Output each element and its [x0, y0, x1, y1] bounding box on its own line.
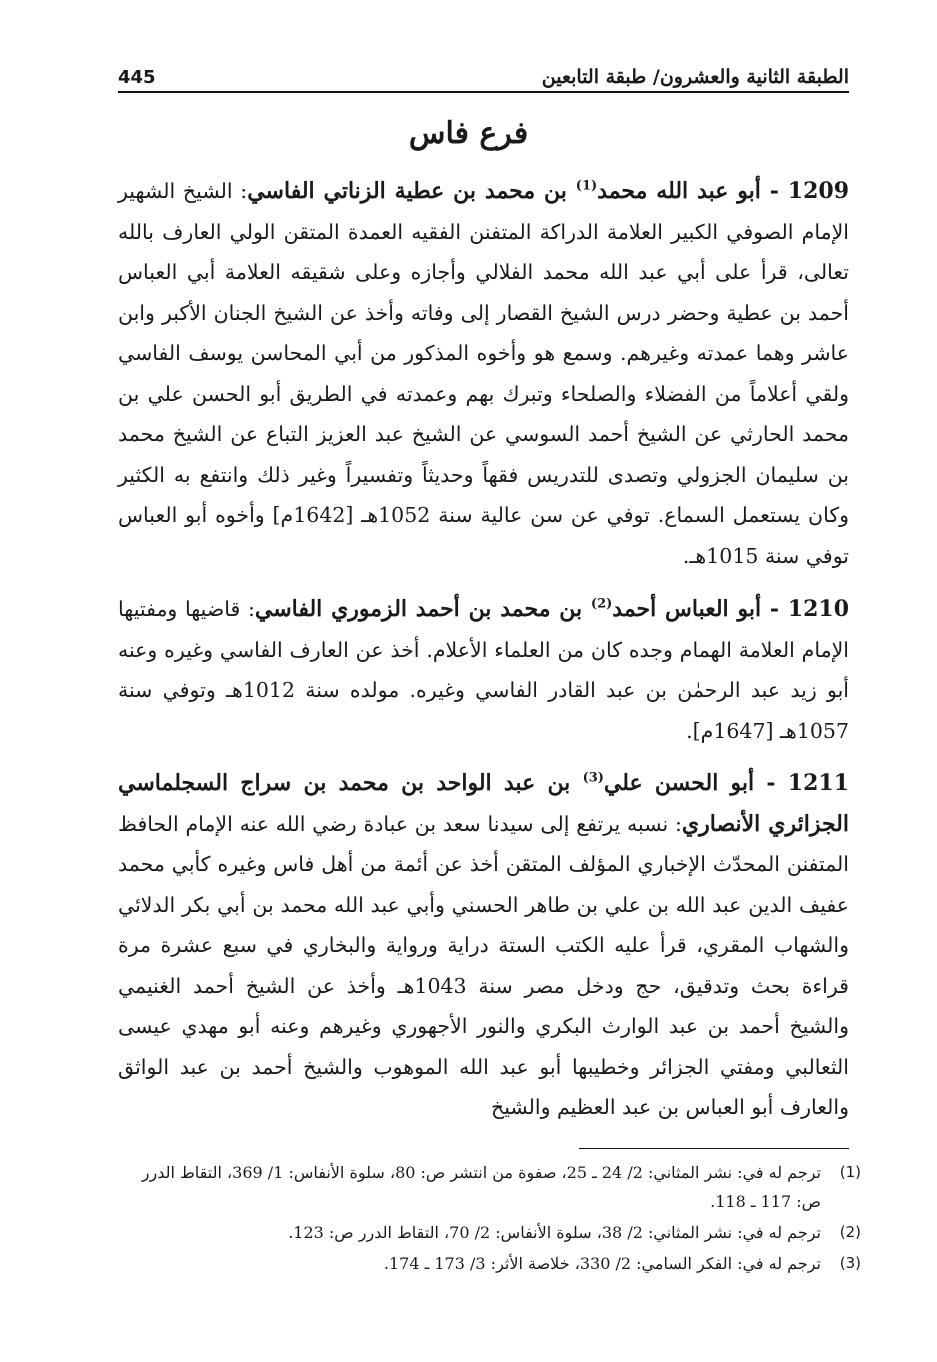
- section-title: فرع فاس: [408, 116, 529, 151]
- footnote-text: ترجم له في: نشر المثاني: 2/ 38، سلوة الأنفاس: 2/ 70، التقاط الدرر ص: 123.: [288, 1223, 821, 1242]
- biography-entry-1211: [118, 763, 849, 1128]
- running-header: [118, 58, 849, 88]
- entry-name: أبو الحسن علي: [603, 770, 755, 796]
- entry-text: : نسبه يرتفع إلى سيدنا سعد بن عبادة رضي الله عنه الإمام الحافظ المتفنن المحدّث الإخباري المؤلف المتقن أخذ عن أئمة من أهل فاس وغيره كأبي محمد عفيف الدين عبد الله بن علي بن طاهر الحسني وأبي عبد الله محمد بن أبي بكر الدلائي والشهاب المقري، قرأ عليه الكتب الستة دراية ورواية والبخاري في سبع عشرة مرة قراءة بحث وتدقيق، حج ودخل مصر سنة 1043هـ وأخذ عن الشيخ أحمد الغنيمي والشيخ أحمد بن عبد الوارث البكري والنور الأجهوري وغيرهم وعنه أبو مهدي عيسى الثعالبي ومفتي الجزائر وخطيبها أبو عبد الله الموهوب والشيخ أحمد بن عبد الواثق والعارف أبو العباس بن عبد العظيم والشيخ: [118, 811, 849, 1119]
- footnote-number: (3): [839, 1254, 861, 1272]
- entry-number: 1210 -: [761, 596, 850, 622]
- footnote-item: [118, 1249, 861, 1278]
- biography-entry-1210: [118, 589, 849, 751]
- entry-name: أبو عبد الله محمد: [597, 178, 761, 204]
- running-title: الطبقة الثانية والعشرون/ طبقة التابعين: [541, 66, 849, 88]
- entry-name-rest: بن محمد بن أحمد الزموري الفاسي: [254, 596, 591, 622]
- footnote-reference: (2): [590, 596, 613, 612]
- footnotes: [118, 1158, 861, 1280]
- footnote-reference: (1): [575, 178, 598, 194]
- footnote-number: (2): [839, 1223, 861, 1241]
- footnote-item: [118, 1158, 861, 1216]
- entry-name: أبو العباس أحمد: [612, 596, 762, 622]
- entry-heading: [255, 596, 849, 622]
- header-rule: [118, 91, 849, 93]
- footnote-text: ترجم له في: نشر المثاني: 2/ 24 ـ 25، صفوة من انتشر ص: 80، سلوة الأنفاس: 1/ 369، التقاط الدرر ص: 117 ـ 118.: [141, 1163, 821, 1211]
- footnote-item: [118, 1218, 861, 1247]
- entry-text: : الشيخ الشهير الإمام الصوفي الكبير العلامة الدراكة المتفنن الفقيه العمدة المتقن الولي العارف بالله تعالى، قرأ على أبي عبد الله محمد الفلالي وأجازه وعلى شقيقه العلامة أبي العباس أحمد بن عطية وحضر درس الشيخ القصار إلى وفاته وأخذ عن الشيخ الجنان الأكبر وابن عاشر وهما عمدته وغيرهم. وسمع هو وأخوه المذكور من أبي المحاسن يوسف الفاسي ولقي أعلاماً من الفضلاء والصلحاء وتبرك بهم وعمدته في الطريق أبو الحسن علي بن محمد الحارثي عن الشيخ أحمد السوسي عن الشيخ عبد العزيز التباع عن الشيخ محمد بن سليمان الجزولي وتصدى للتدريس فقهاً وحديثاً وتفسيراً وغير ذلك وانتفع به الكثير وكان يستعمل السماع. توفي عن سن عالية سنة 1052هـ [1642م] وأخوه أبو العباس توفي سنة 1015هـ.: [118, 179, 849, 568]
- entry-number: 1211 -: [754, 770, 850, 796]
- entry-heading: [247, 178, 849, 204]
- entry-name-rest: بن محمد بن عطية الزناتي الفاسي: [247, 178, 576, 204]
- entry-name-rest: بن عبد الواحد بن محمد بن سراج السجلماسي الجزائري الأنصاري: [118, 770, 849, 837]
- footnote-number: (1): [839, 1163, 861, 1181]
- page-number: 445: [118, 67, 156, 88]
- biography-entry-1209: [118, 171, 849, 576]
- footnote-reference: (3): [582, 770, 604, 786]
- footnote-separator: [579, 1148, 849, 1149]
- footnote-text: ترجم له في: الفكر السامي: 2/ 330، خلاصة الأثر: 3/ 173 ـ 174.: [383, 1254, 821, 1273]
- entry-text: : قاضيها ومفتيها الإمام العلامة الهمام وجده كان من العلماء الأعلام. أخذ عن العارف الفاسي وغيره وعنه أبو زيد عبد الرحمٰن بن عبد القادر الفاسي وغيره. مولده سنة 1012هـ وتوفي سنة 1057هـ [1647م].: [118, 597, 849, 743]
- entry-number: 1209 -: [760, 178, 849, 204]
